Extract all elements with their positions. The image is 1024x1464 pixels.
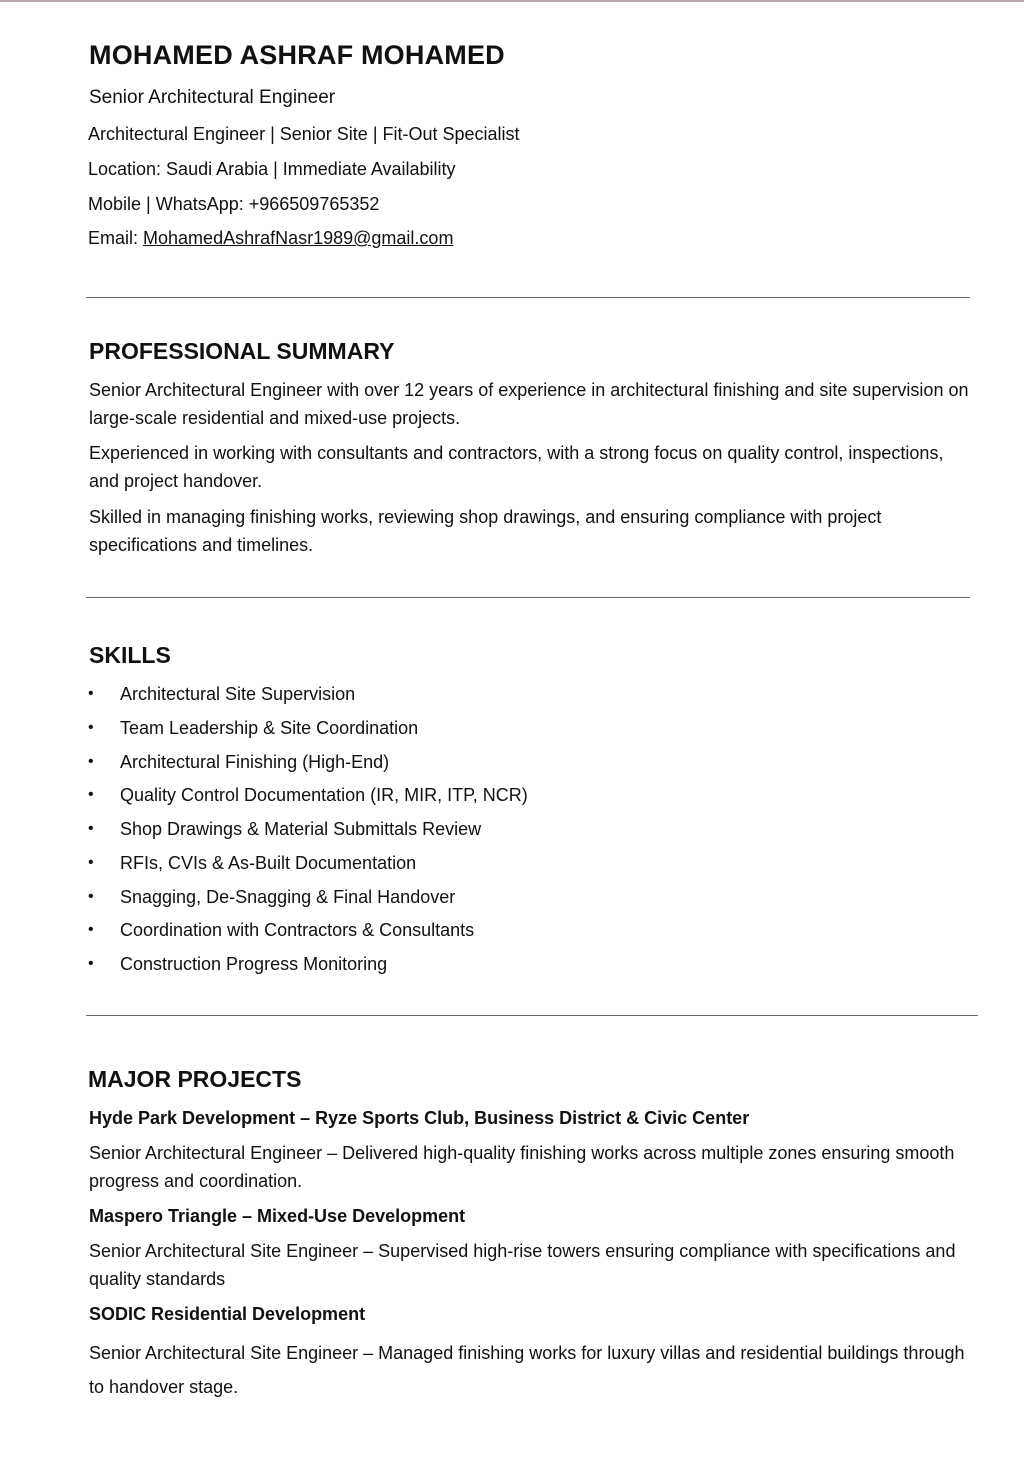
location-line: Location: Saudi Arabia | Immediate Availability [88,159,456,179]
project-title: Hyde Park Development – Ryze Sports Club, Business District & Civic Center [89,1108,750,1128]
bullet-marker: • [88,718,94,736]
bullet-marker: • [88,955,94,972]
bullet-marker: • [88,685,94,702]
project-title: SODIC Residential Development [89,1304,366,1324]
skill-text: Shop Drawings & Material Submittals Review [120,819,482,839]
project-description: Senior Architectural Site Engineer – Supervised high-rise towers ensuring compliance with specifications and quality standards [89,1241,956,1289]
bullet-marker: • [88,752,94,770]
job-title: Senior Architectural Engineer [89,87,336,108]
projects-heading: MAJOR PROJECTS [88,1066,302,1092]
skill-text: Snagging, De-Snagging & Final Handover [120,886,456,907]
bullet-marker: • [88,887,94,905]
project-description: Senior Architectural Site Engineer – Managed finishing works for luxury villas and residential buildings through to handover stage. [89,1343,965,1397]
skill-text: Construction Progress Monitoring [120,954,388,974]
skill-text: Architectural Finishing (High-End) [120,751,390,772]
summary-heading: PROFESSIONAL SUMMARY [89,338,395,364]
skills-heading: SKILLS [89,642,171,668]
mobile-line: Mobile | WhatsApp: +966509765352 [88,194,380,214]
skill-text: Quality Control Documentation (IR, MIR, ITP, NCR) [120,785,528,806]
email-link[interactable]: MohamedAshrafNasr1989@gmail.com [143,228,454,248]
summary-paragraph: Senior Architectural Engineer with over 12 years of experience in architectural finishing and site supervision on large-scale residential and mixed-use projects. [89,380,969,428]
bullet-marker: • [88,820,94,837]
skill-text: Coordination with Contractors & Consultants [120,920,475,941]
candidate-name: MOHAMED ASHRAF MOHAMED [89,40,505,70]
divider [86,597,970,598]
bullet-marker: • [88,853,94,871]
divider [86,1015,978,1016]
email-line [88,228,453,249]
skill-text: RFIs, CVIs & As-Built Documentation [120,852,417,873]
summary-paragraph: Experienced in working with consultants and contractors, with a strong focus on quality control, inspections, and project handover. [89,443,944,491]
summary-paragraph: Skilled in managing finishing works, reviewing shop drawings, and ensuring compliance with project specifications and timelines. [89,507,882,555]
page-top-edge [0,0,1024,2]
bullet-marker: • [88,921,94,939]
project-description: Senior Architectural Engineer – Delivered high-quality finishing works across multiple zones ensuring smooth progress and coordination. [89,1143,955,1191]
email-label: Email: [88,228,139,248]
project-title: Maspero Triangle – Mixed-Use Development [89,1206,466,1226]
specialties-line: Architectural Engineer | Senior Site | Fit-Out Specialist [88,124,520,144]
skill-text: Team Leadership & Site Coordination [120,717,419,738]
bullet-marker: • [88,786,94,804]
divider [86,297,970,298]
skill-text: Architectural Site Supervision [120,684,356,704]
